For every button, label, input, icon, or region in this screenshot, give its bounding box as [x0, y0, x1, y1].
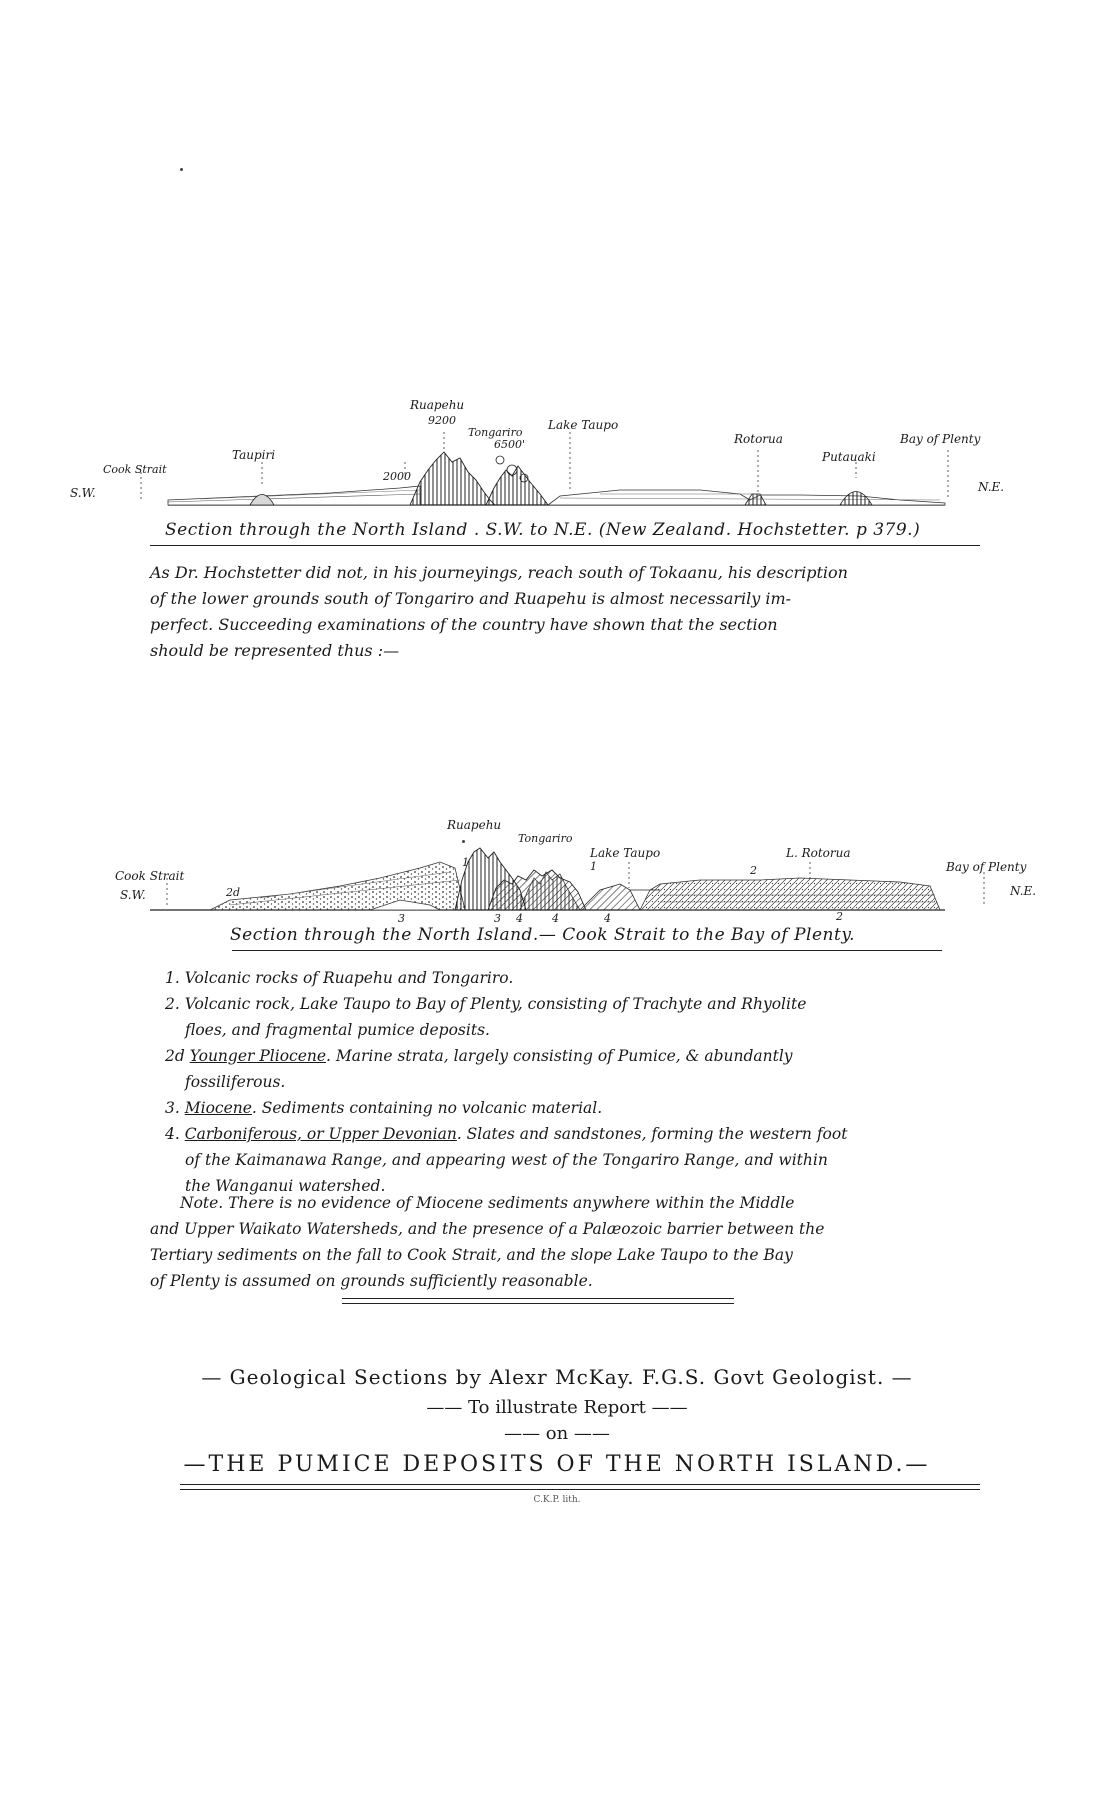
label-cook-strait: Cook Strait: [103, 463, 167, 476]
label2-n1a: 1: [462, 856, 469, 869]
label-bay-of-plenty: Bay of Plenty: [900, 432, 981, 446]
divider-rule: [342, 1298, 734, 1304]
ruapehu-massif: [410, 452, 495, 505]
label2-n3b: 3: [494, 912, 501, 925]
label-sw: S.W.: [70, 486, 96, 500]
note-line: of Plenty is assumed on grounds sufficiently reasonable.: [150, 1272, 593, 1290]
caption-2-underline: [232, 950, 942, 951]
note-line: Tertiary sediments on the fall to Cook Strait, and the slope Lake Taupo to the Bay: [150, 1246, 793, 1264]
title-line-4: —THE PUMICE DEPOSITS OF THE NORTH ISLAND.—: [183, 1452, 931, 1477]
label-ruapehu-height: 9200: [428, 414, 456, 427]
label2-sw: S.W.: [120, 888, 146, 902]
legend-item-3: 3. Miocene. Sediments containing no volcanic material.: [165, 1099, 603, 1117]
paragraph-line: perfect. Succeeding examinations of the country have shown that the section: [150, 615, 778, 634]
label2-n4a: 4: [516, 912, 523, 925]
paragraph-line: As Dr. Hochstetter did not, in his journeyings, reach south of Tokaanu, his description: [150, 563, 848, 582]
label-ne: N.E.: [978, 480, 1005, 494]
legend-item-4-cont2: the Wanganui watershed.: [185, 1177, 386, 1195]
label-putauaki: Putauaki: [822, 450, 876, 464]
note-line: Note. There is no evidence of Miocene sediments anywhere within the Middle: [180, 1194, 795, 1212]
putauaki-cone: [840, 492, 872, 506]
taupo-plenty-volcanic: [640, 878, 940, 910]
legend-item-4-cont: of the Kaimanawa Range, and appearing west of the Tongariro Range, and within: [185, 1151, 828, 1169]
label2-ruapehu: Ruapehu: [447, 818, 502, 832]
label2-n4b: 4: [552, 912, 559, 925]
label-lake-taupo: Lake Taupo: [548, 418, 619, 432]
title-line-1: — Geological Sections by Alexr McKay. F.G.S. Govt Geologist. —: [201, 1365, 913, 1389]
section-1-diagram: [0, 390, 1114, 515]
label-ruapehu: Ruapehu: [410, 398, 465, 412]
ruapehu-dot: [462, 840, 465, 843]
label2-n2b: 2: [836, 910, 843, 923]
label-tongariro: Tongariro: [468, 426, 523, 439]
title-line-3: —— on ——: [504, 1423, 610, 1444]
legend-item-2d: 2d Younger Pliocene. Marine strata, largely consisting of Pumice, & abundantly: [165, 1047, 793, 1065]
caption-1-underline: [150, 545, 980, 546]
label2-l-rotorua: L. Rotorua: [786, 846, 851, 860]
legend-item-1: 1. Volcanic rocks of Ruapehu and Tongariro.: [165, 969, 514, 987]
label-tongariro-height: 6500': [494, 438, 526, 451]
label2-n1b: 1: [590, 860, 597, 873]
label2-tongariro: Tongariro: [518, 832, 573, 845]
legend-item-2d-cont: fossiliferous.: [185, 1073, 286, 1091]
section-1-caption: Section through the North Island . S.W. to N.E. (New Zealand. Hochstetter. p 379.): [165, 520, 921, 540]
stray-mark: [180, 168, 183, 171]
label2-lake-taupo: Lake Taupo: [590, 846, 661, 860]
label2-n2a: 2: [750, 864, 757, 877]
lithographer-imprint: C.K.P. lith.: [533, 1495, 581, 1505]
paragraph-line: of the lower grounds south of Tongariro and Ruapehu is almost necessarily im-: [150, 589, 792, 608]
legend-item-4: 4. Carboniferous, or Upper Devonian. Slates and sandstones, forming the western foot: [165, 1125, 848, 1143]
label-height-2000: 2000: [383, 470, 411, 483]
label-taupiri: Taupiri: [232, 448, 276, 462]
title-line-2: —— To illustrate Report ——: [426, 1397, 688, 1418]
note-paragraph: [150, 1190, 1000, 1294]
hochstetter-paragraph: [150, 560, 1000, 664]
label-rotorua: Rotorua: [734, 432, 783, 446]
label2-bay-of-plenty: Bay of Plenty: [946, 860, 1027, 874]
label2-cook-strait: Cook Strait: [115, 869, 185, 883]
label2-ne: N.E.: [1010, 884, 1037, 898]
label2-n2d: 2d: [226, 886, 241, 899]
title-underline: [180, 1484, 980, 1490]
paragraph-line: should be represented thus :—: [150, 641, 400, 660]
legend-item-2: 2. Volcanic rock, Lake Taupo to Bay of Plenty, consisting of Trachyte and Rhyolite: [165, 995, 807, 1013]
note-line: and Upper Waikato Watersheds, and the presence of a Palæozoic barrier between the: [150, 1220, 825, 1238]
label2-n3a: 3: [398, 912, 405, 925]
section-2-caption: Section through the North Island.— Cook Strait to the Bay of Plenty.: [230, 925, 856, 945]
legend-item-2-cont: floes, and fragmental pumice deposits.: [185, 1021, 490, 1039]
label2-n4c: 4: [604, 912, 611, 925]
legend: [165, 965, 1000, 1199]
